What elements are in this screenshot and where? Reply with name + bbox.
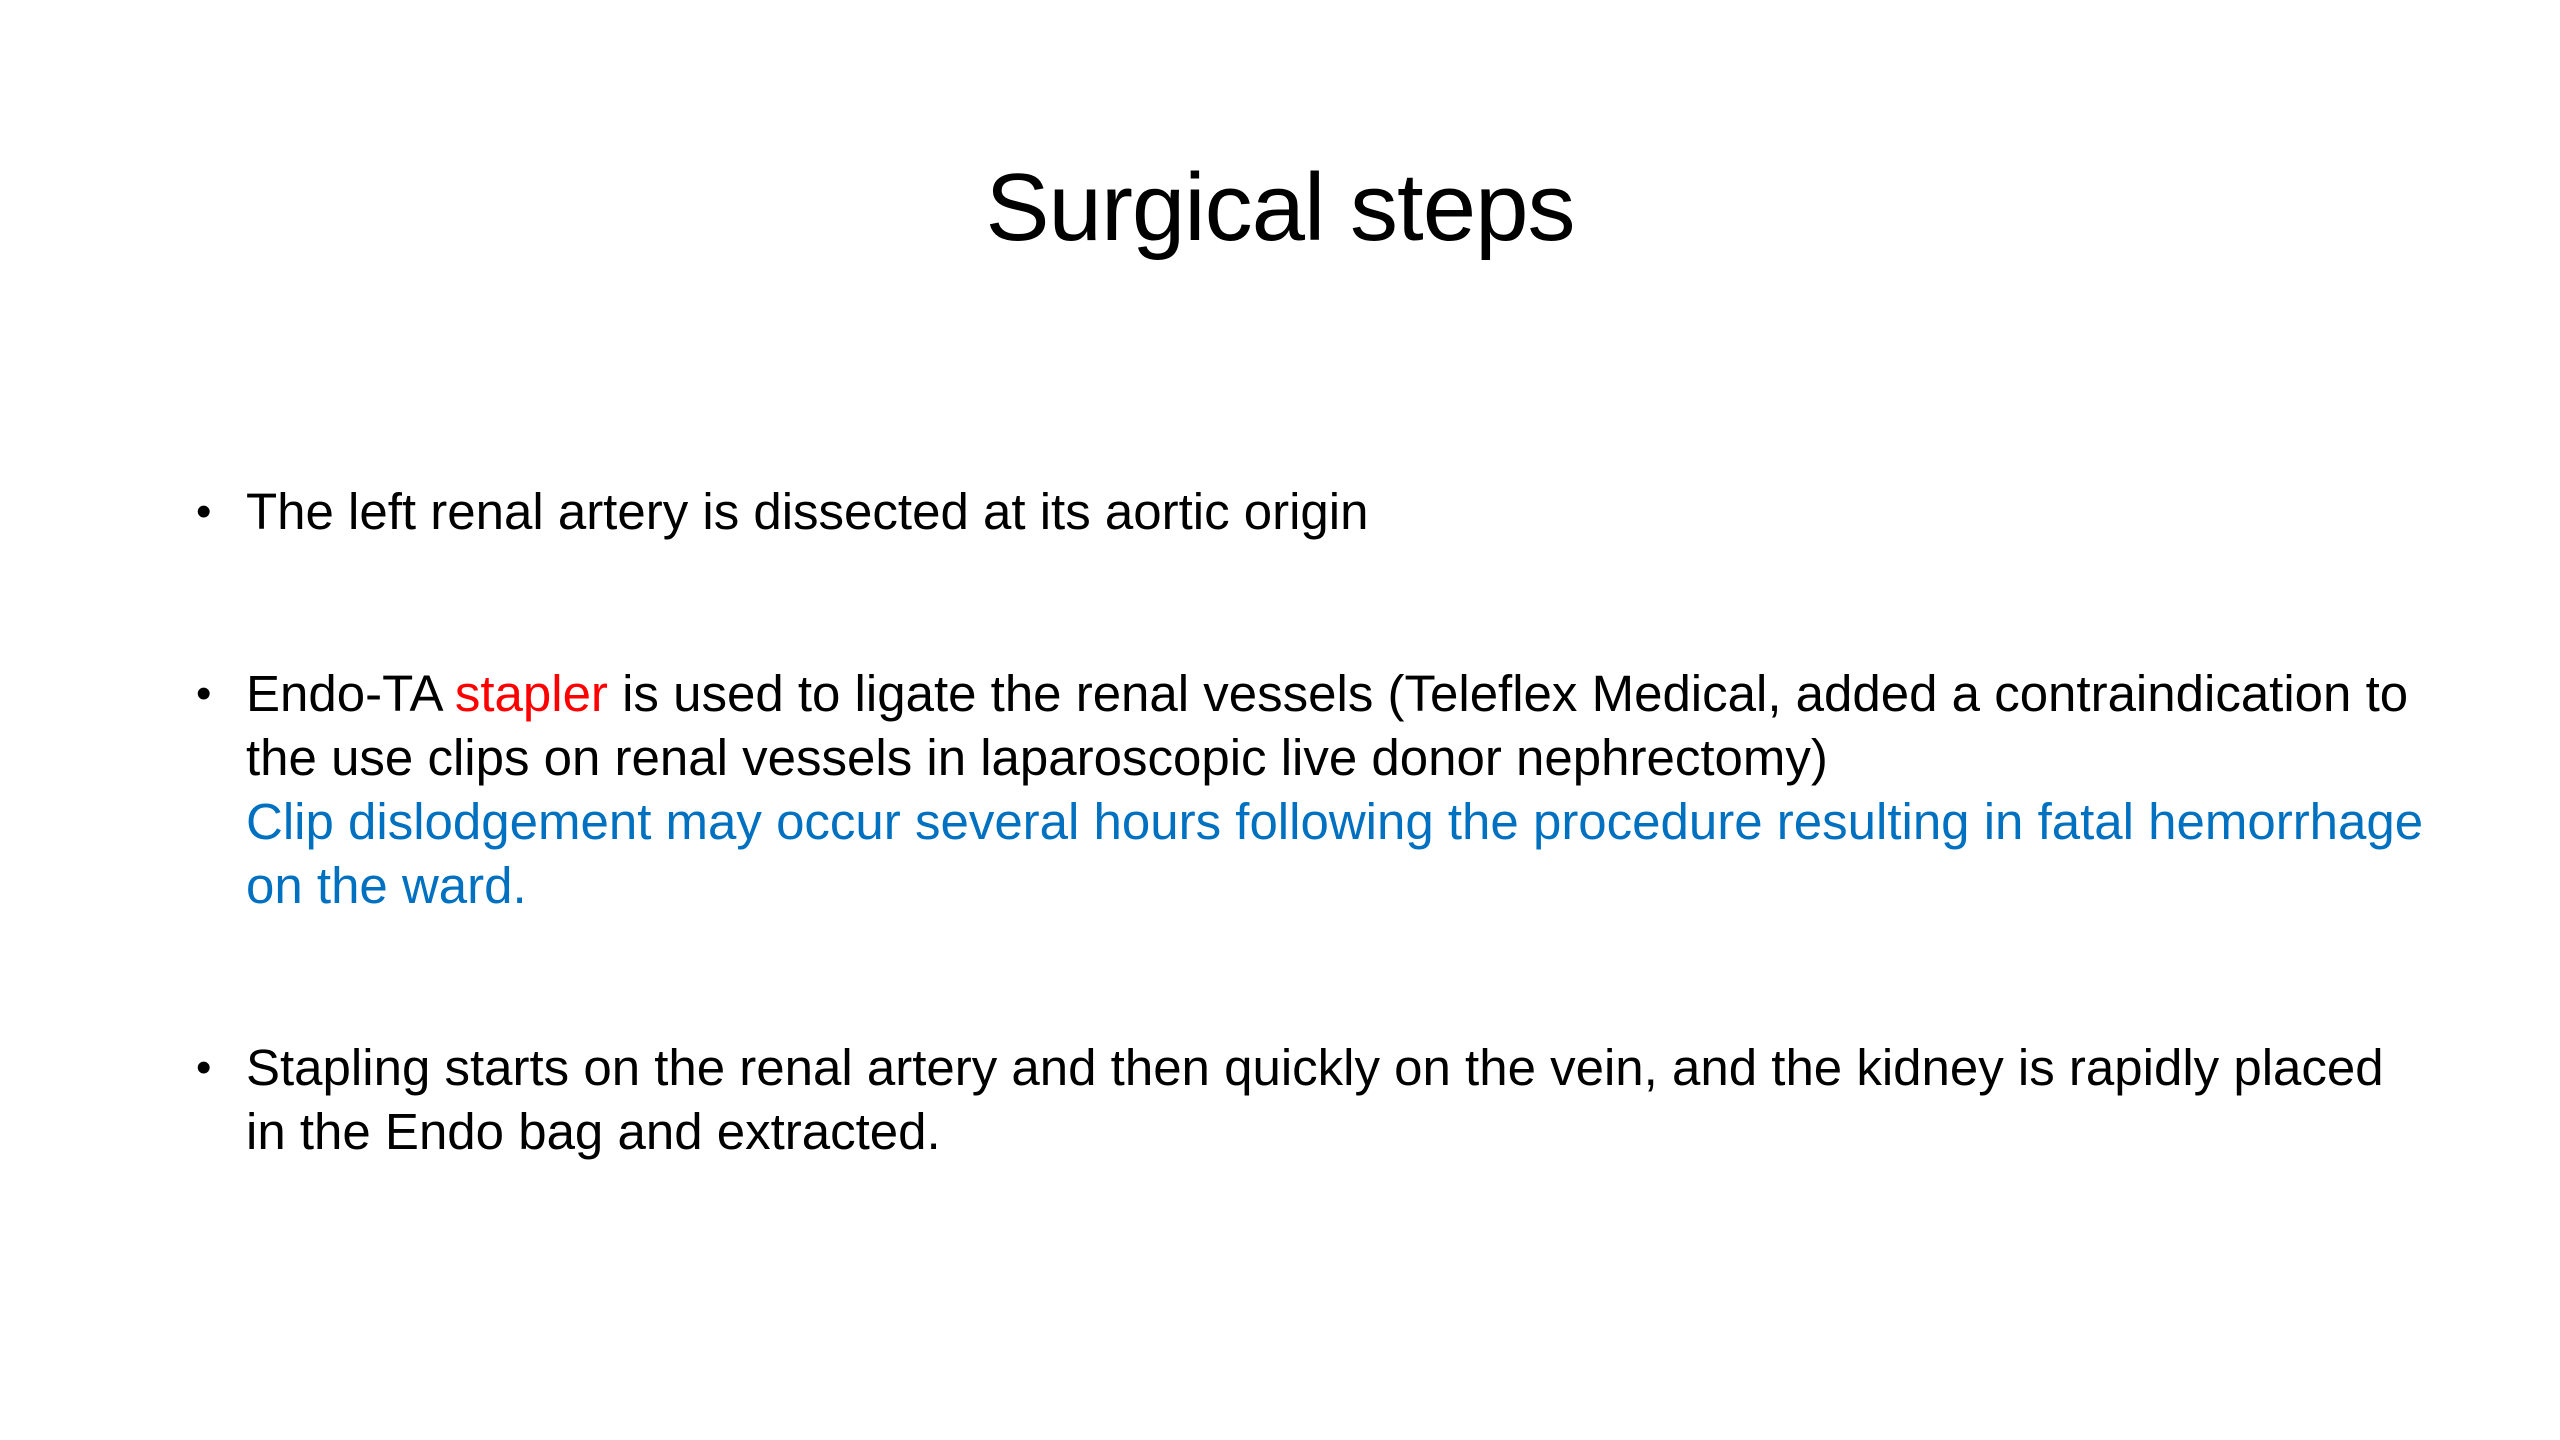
bullet-text-rest: is used to ligate the renal vessels (Teleflex Medical, added a contraindication to the use clips on renal vessels in laparoscopic live donor nephrectomy) [246, 665, 2409, 786]
bullet-list [190, 480, 2430, 1282]
bullet-text-prefix: Endo-TA [246, 665, 455, 722]
bullet-note: Clip dislodgement may occur several hours following the procedure resulting in fatal hemorrhage on the ward. [246, 793, 2424, 914]
bullet-item-2 [190, 662, 2430, 918]
bullet-item-3 [190, 1036, 2430, 1164]
slide-title: Surgical steps [985, 154, 1575, 261]
bullet-icon: • [196, 669, 212, 718]
bullet-item-1 [190, 480, 2430, 544]
bullet-highlight-stapler: stapler [454, 665, 608, 722]
bullet-icon: • [196, 487, 212, 536]
bullet-text: The left renal artery is dissected at its aortic origin [246, 483, 1369, 540]
bullet-icon: • [196, 1043, 212, 1092]
bullet-text: Stapling starts on the renal artery and then quickly on the vein, and the kidney is rapidly placed in the Endo bag and extracted. [246, 1039, 2384, 1160]
